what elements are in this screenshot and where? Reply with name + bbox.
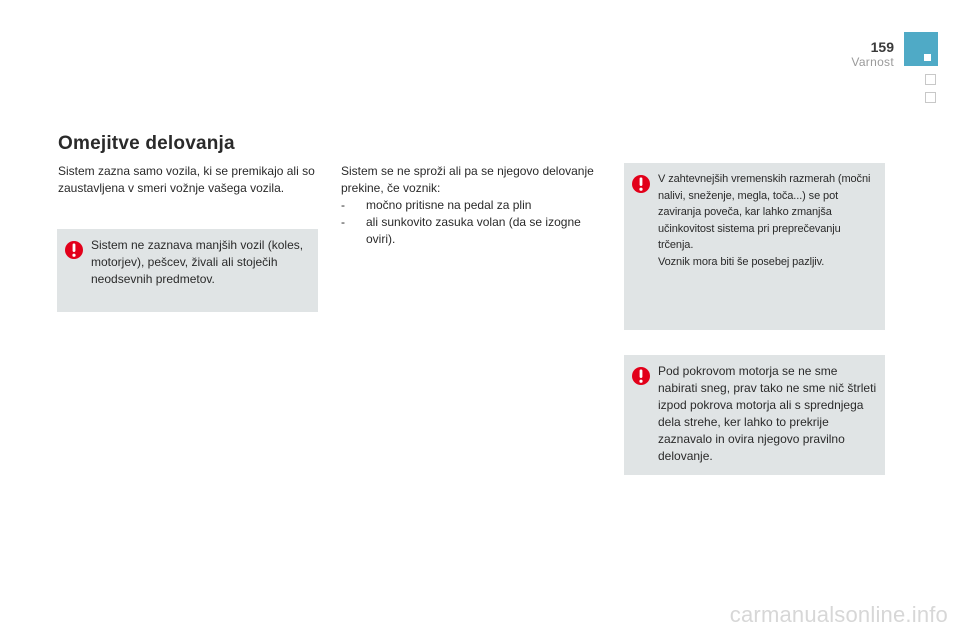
conditions-intro: Sistem se ne sproži ali pa se njegovo delovanje prekine, če voznik: (341, 164, 594, 195)
warning-text: Sistem ne zaznava manjših vozil (koles, motorjev), pešcev, živali ali stoječih neodsevnih predmetov. (91, 238, 304, 286)
warning-text-line: V zahtevnejših vremenskih razmerah (močni nalivi, sneženje, megla, toča...) se pot zaviranja poveča, kar lahko zmanjša učinkovitost sistema pri preprečevanju trčenja. (658, 173, 871, 251)
warning-text (658, 171, 877, 270)
list-dash: - (341, 198, 345, 212)
conditions-list (341, 197, 609, 248)
list-item-text: ali sunkovito zasuka volan (da se izogne oviri). (366, 215, 581, 246)
section-tab-box[interactable] (925, 92, 936, 103)
list-dash: - (341, 215, 345, 229)
list-item (341, 214, 609, 248)
page-number: 159 (870, 39, 894, 55)
list-item-text: močno pritisne na pedal za plin (366, 198, 532, 212)
watermark: carmanualsonline.info (729, 602, 948, 627)
page-title: Omejitve delovanja (58, 133, 235, 154)
warning-exclamation-icon (632, 174, 650, 194)
warning-box (624, 355, 885, 475)
section-tab-active[interactable] (904, 32, 938, 66)
warning-exclamation-icon (65, 240, 83, 260)
intro-paragraph: Sistem zazna samo vozila, ki se premikajo ali so zaustavljena v smeri vožnje vašega vozila. (58, 164, 315, 195)
warning-box (624, 163, 885, 330)
section-tab-box[interactable] (925, 74, 936, 85)
warning-text: Pod pokrovom motorja se ne sme nabirati sneg, prav tako ne sme nič štrleti izpod pokrova motorja ali s sprednjega dela strehe, ker lahko to prekrije zaznavalo in ovira njegovo pravilno delovanje. (658, 364, 877, 463)
section-label: Varnost (851, 55, 894, 69)
conditions-block (341, 163, 609, 248)
warning-box (57, 229, 318, 312)
warning-exclamation-icon (632, 366, 650, 386)
warning-text-line: Voznik mora biti še posebej pazljiv. (658, 255, 825, 268)
section-tab-marker-icon (924, 54, 931, 61)
list-item (341, 197, 609, 214)
